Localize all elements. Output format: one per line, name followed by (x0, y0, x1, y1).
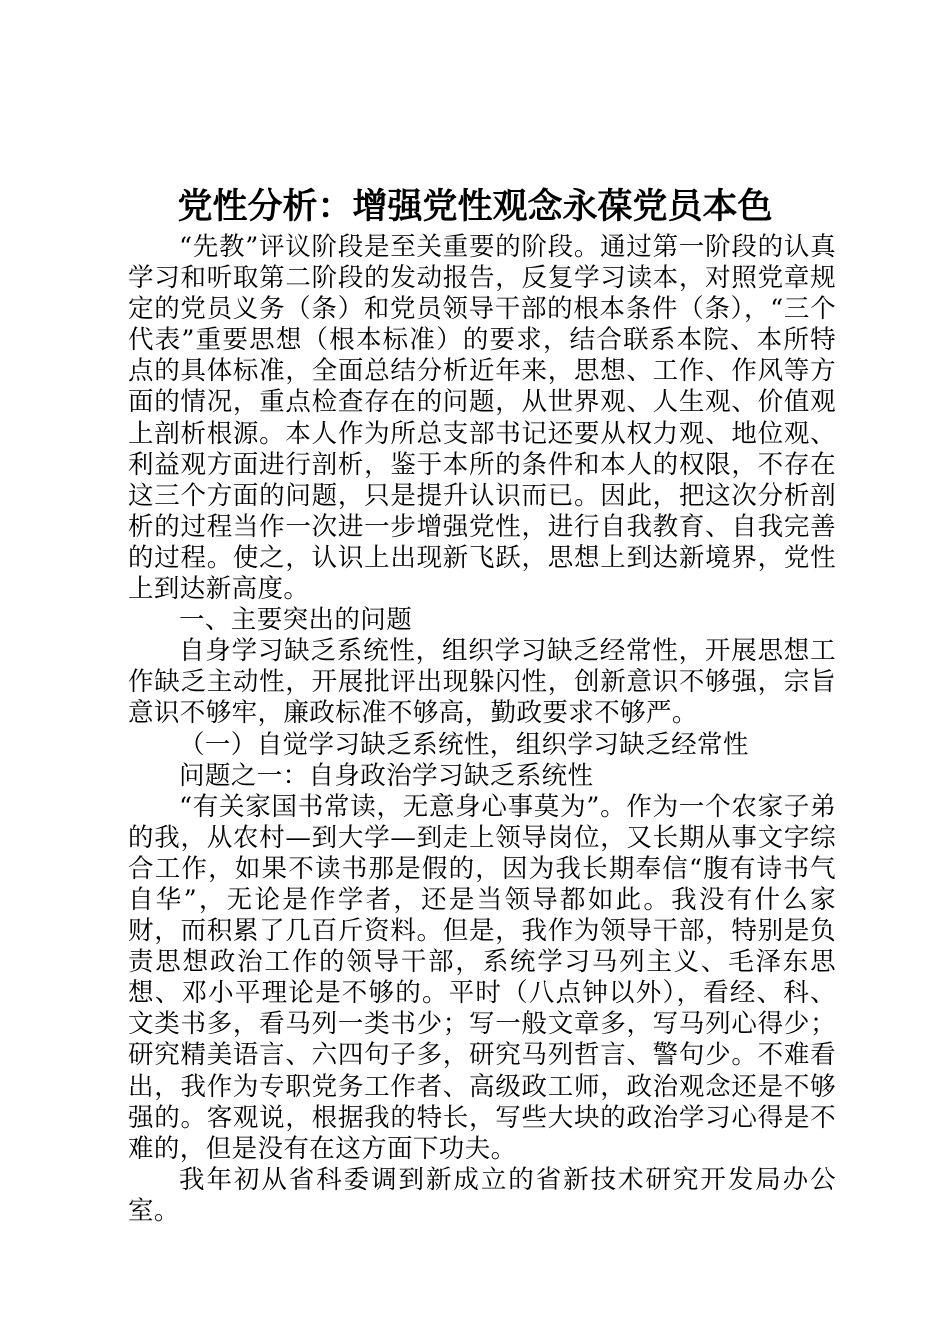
section-heading-main-issues: 一、主要突出的问题 (179, 605, 413, 636)
paragraph-issues-summary: 自身学习缺乏系统性，组织学习缺乏经常性，开展思想工作缺乏主动性，开展批评出现躲闪性，创新意识不够强，宗旨意识不够牢，廉政标准不够高，勤政要求不够严。 (128, 636, 836, 729)
document-body (128, 232, 836, 1227)
paragraph-intro: “先教”评议阶段是至关重要的阶段。通过第一阶段的认真学习和听取第二阶段的发动报告，反复学习读本，对照党章规定的党员义务（条）和党员领导干部的根本条件（条），“三个代表”重要思想（根本标准）的要求，结合联系本院、本所特点的具体标准，全面总结分析近年来，思想、工作、作风等方面的情况，重点检查存在的问题，从世界观、人生观、价值观上剖析根源。本人作为所总支部书记还要从权力观、地位观、利益观方面进行剖析，鉴于本所的条件和本人的权限，不存在这三个方面的问题，只是提升认识而已。因此，把这次分析剖析的过程当作一次进一步增强党性，进行自我教育、自我完善的过程。使之，认识上出现新飞跃，思想上到达新境界，党性上到达新高度。 (128, 232, 836, 605)
subsection-heading-1: （一）自觉学习缺乏系统性，组织学习缺乏经常性 (179, 729, 749, 760)
paragraph-study: “有关家国书常读，无意身心事莫为”。作为一个农家子弟的我，从农村—到大学—到走上领导岗位，又长期从事文字综合工作，如果不读书那是假的，因为我长期奉信“腹有诗书气自华”，无论是作学者，还是当领导都如此。我没有什么家财，而积累了几百斤资料。但是，我作为领导干部，特别是负责思想政治工作的领导干部，系统学习马列主义、毛泽东思想、邓小平理论是不够的。平时（八点钟以外），看经、科、文类书多，看马列一类书少；写一般文章多，写马列心得少；研究精美语言、六四句子多，研究马列哲言、警句少。不难看出，我作为专职党务工作者、高级政工师，政治观念还是不够强的。客观说，根据我的特长，写些大块的政治学习心得是不难的，但是没有在这方面下功夫。 (128, 791, 836, 1164)
problem-heading-1: 问题之一：自身政治学习缺乏系统性 (179, 760, 594, 791)
document-title: 党性分析：增强党性观念永葆党员本色 (177, 187, 773, 227)
paragraph-transfer: 我年初从省科委调到新成立的省新技术研究开发局办公室。 (128, 1164, 836, 1226)
